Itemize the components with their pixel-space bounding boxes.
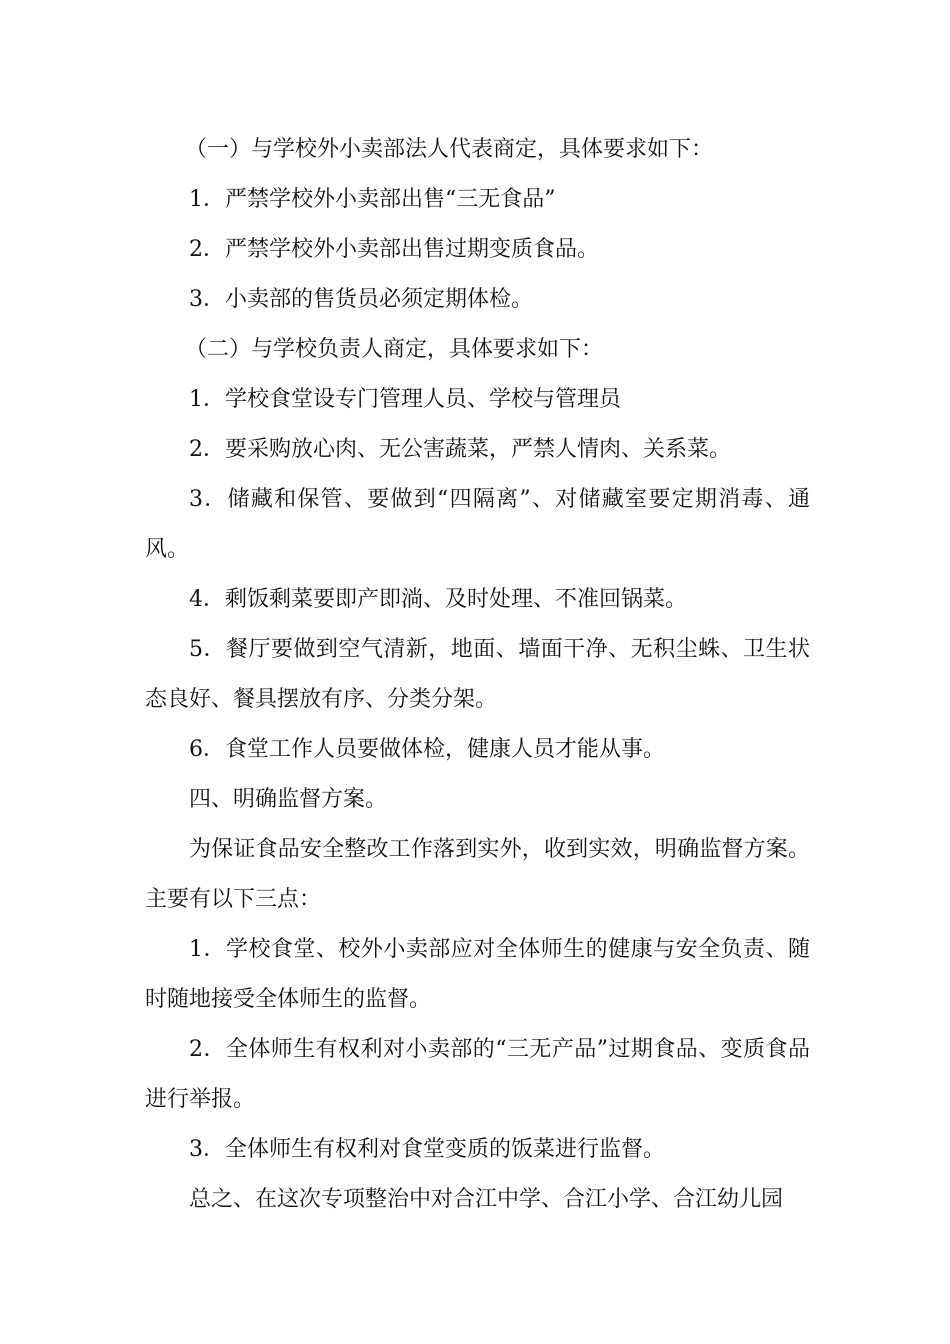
paragraph: 3．储藏和保管、要做到“四隔离”、对储藏室要定期消毒、通风。 (145, 487, 810, 562)
paragraph: 3．小卖部的售货员必须定期体检。 (189, 287, 533, 312)
paragraph: 1．严禁学校外小卖部出售“三无食品” (189, 187, 556, 212)
paragraph: 总之、在这次专项整治中对合江中学、合江小学、合江幼儿园 (189, 1187, 784, 1212)
paragraph: （二）与学校负责人商定，具体要求如下： (185, 337, 604, 362)
paragraph: 3．全体师生有权利对食堂变质的饭菜进行监督。 (189, 1137, 665, 1162)
document-body (145, 125, 810, 1225)
paragraph: 2．要采购放心肉、无公害蔬菜，严禁人情肉、关系菜。 (189, 437, 731, 462)
paragraph: （一）与学校外小卖部法人代表商定，具体要求如下： (185, 137, 714, 162)
paragraph: 6．食堂工作人员要做体检，健康人员才能从事。 (189, 737, 665, 762)
paragraph: 1．学校食堂设专门管理人员、学校与管理员 (189, 387, 621, 412)
paragraph: 4．剩饭剩菜要即产即淌、及时处理、不准回锅菜。 (189, 587, 687, 612)
paragraph: 2．严禁学校外小卖部出售过期变质食品。 (189, 237, 599, 262)
paragraph: 5．餐厅要做到空气清新，地面、墙面干净、无积尘蛛、卫生状态良好、餐具摆放有序、分类分架。 (145, 637, 810, 712)
paragraph: 为保证食品安全整改工作落到实外，收到实效，明确监督方案。主要有以下三点： (145, 837, 810, 912)
section-heading: 四、明确监督方案。 (189, 787, 388, 812)
paragraph: 2．全体师生有权利对小卖部的“三无产品”过期食品、变质食品进行举报。 (145, 1037, 810, 1112)
paragraph: 1．学校食堂、校外小卖部应对全体师生的健康与安全负责、随时随地接受全体师生的监督。 (145, 937, 810, 1012)
